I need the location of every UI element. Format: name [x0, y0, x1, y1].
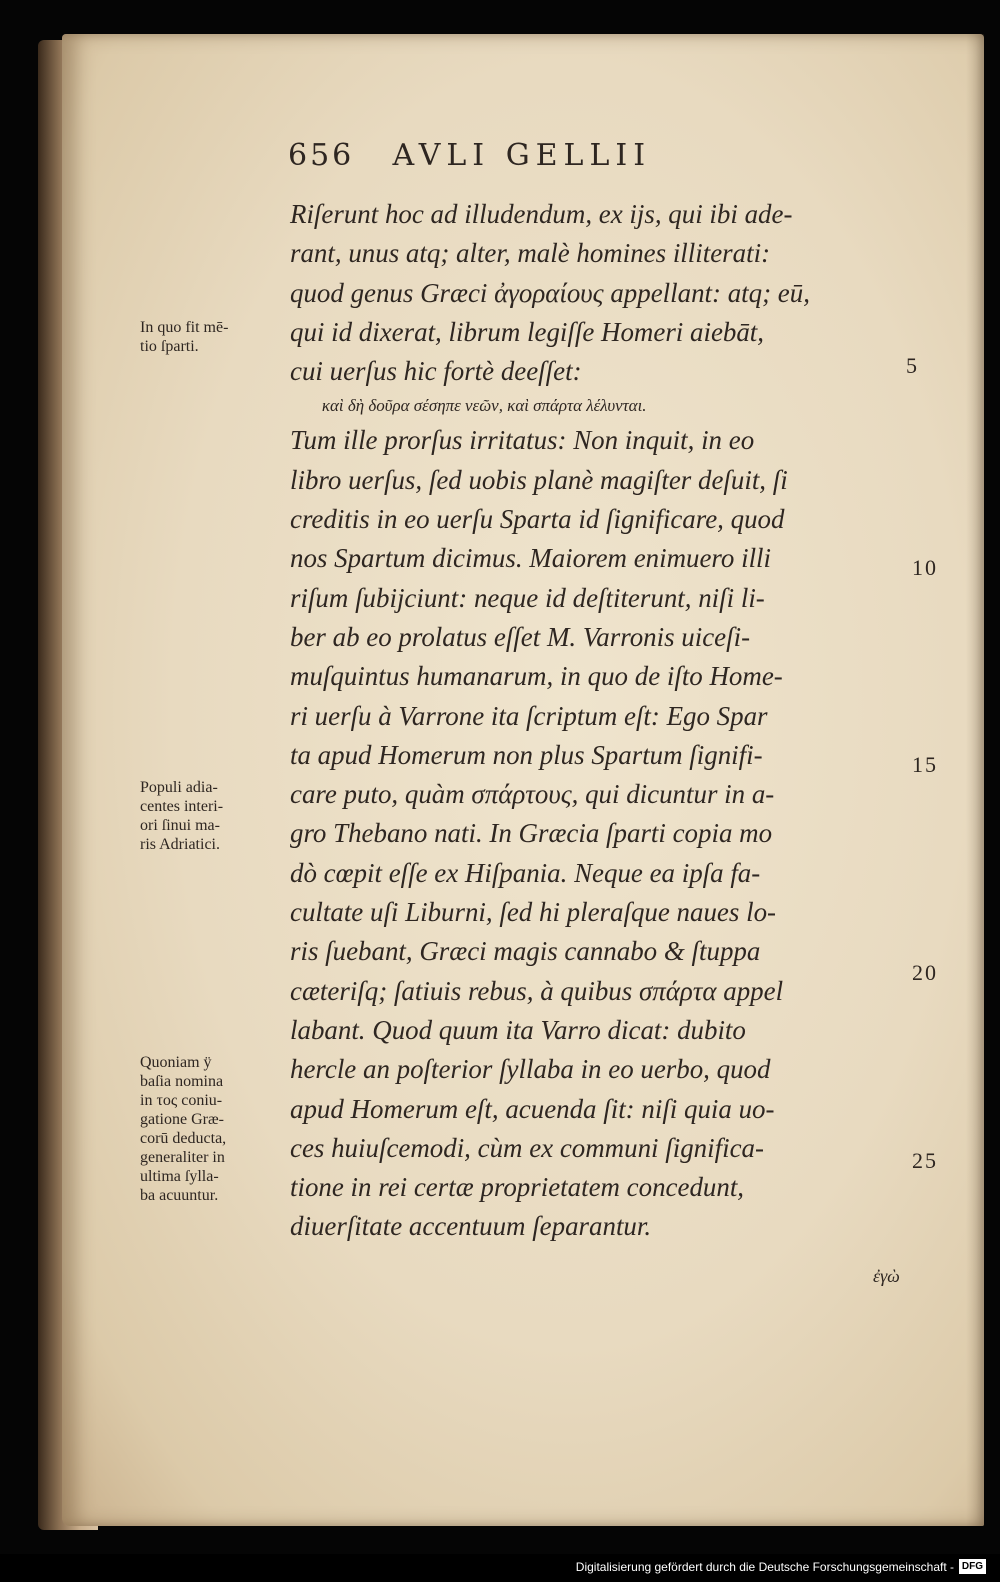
marginal-note [140, 1053, 290, 1205]
text-line: quod genus Græci ἀγοραίους appellant: atq; eū, [290, 277, 810, 308]
marginal-note-line: tio ſparti. [140, 338, 199, 355]
text-line: ri uerſu à Varrone ita ſcriptum eſt: Ego Spar [290, 700, 768, 731]
text-line: apud Homerum eſt, acuenda ſit: niſi quia uo- [290, 1093, 775, 1124]
text-line: ber ab eo prolatus eſſet M. Varronis uiceſi- [290, 621, 751, 652]
text-line: diuerſitate accentuum ſeparantur. [290, 1211, 652, 1242]
greek-quote-line: καὶ δὴ δοῦρα σέσηπε νεῶν, καὶ σπάρτα λέλυνται. [321, 396, 647, 416]
marginal-note-line: ba acuuntur. [140, 1187, 219, 1204]
text-line: labant. Quod quum ita Varro dicat: dubito [290, 1014, 746, 1045]
marginal-note-line: In quo fit mē- [140, 319, 229, 336]
line-number: 25 [912, 1148, 938, 1173]
text-line: Riſerunt hoc ad illudendum, ex ijs, qui ibi ade- [290, 199, 793, 229]
marginal-note-line: ultima ſylla- [140, 1168, 219, 1185]
text-line: care puto, quàm σπάρτους, qui dicuntur in a- [290, 779, 775, 810]
text-line: gro Thebano nati. In Græcia ſparti copia mo [290, 818, 773, 849]
marginal-note [140, 318, 290, 356]
text-line: ta apud Homerum non plus Spartum ſignifi- [290, 739, 763, 770]
text-line: riſum ſubijciunt: neque id deſtiterunt, niſi li- [290, 582, 765, 613]
text-line: creditis in eo uerſu Sparta id ſignificare, quod [290, 504, 785, 535]
text-line: libro uerſus, ſed uobis planè magiſter deſuit, ſi [290, 464, 788, 495]
line-number: 15 [912, 752, 938, 777]
marginal-note-line: corū deducta, [140, 1130, 227, 1147]
header-title: AVLI GELLII [392, 138, 652, 173]
text-line: tione in rei certæ proprietatem concedunt, [290, 1172, 745, 1203]
text-line: nos Spartum dicimus. Maiorem enimuero illi [290, 543, 772, 574]
text-line: qui id dixerat, librum legiſſe Homeri aiebāt, [290, 316, 765, 347]
line-number: 5 [906, 353, 919, 378]
marginal-note-line: generaliter in [140, 1149, 225, 1166]
page-number: 656 [288, 138, 355, 173]
marginal-note-line: in τος coniu- [140, 1092, 223, 1109]
marginal-note-line: Quoniam ÿ [140, 1054, 212, 1071]
text-line: cæteriſq; ſatiuis rebus, à quibus σπάρτα appel [290, 975, 784, 1006]
marginal-note [140, 778, 290, 854]
marginal-note-line: centes interi- [140, 798, 224, 815]
text-line: dò cœpit eſſe ex Hiſpania. Neque ea ipſa fa- [290, 857, 761, 888]
text-line: cui uerſus hic fortè deeſſet: [290, 356, 582, 387]
text-line: ris ſuebant, Græci magis cannabo & ſtuppa [290, 936, 761, 967]
running-head [288, 138, 788, 173]
text-line: cultate uſi Liburni, ſed hi pleraſque naues lo- [290, 897, 776, 928]
text-line: ces huiuſcemodi, cùm ex communi ſignifica- [290, 1132, 764, 1163]
marginal-note-line: gatione Græ- [140, 1111, 224, 1128]
marginal-note-line: ris Adriatici. [140, 836, 220, 853]
page-fold-shadow [966, 34, 984, 1526]
catchword: ἐγὼ [873, 1266, 900, 1286]
marginal-note-line: ori ſinui ma- [140, 817, 220, 834]
marginal-note-line: Populi adia- [140, 779, 218, 796]
line-number: 20 [912, 960, 938, 985]
marginal-note-line: baſia nomina [140, 1073, 224, 1090]
text-line: muſquintus humanarum, in quo de iſto Home- [290, 661, 783, 692]
footer-credit-text: Digitalisierung gefördert durch die Deutsche Forschungsgemeinschaft - [575, 1560, 954, 1574]
dfg-logo: DFG [959, 1559, 986, 1574]
body-text [290, 195, 910, 1247]
text-line: Tum ille prorſus irritatus: Non inquit, in eo [290, 425, 755, 456]
text-line: hercle an poſterior ſyllaba in eo uerbo, quod [290, 1054, 771, 1085]
footer-bar [0, 1554, 1000, 1582]
text-line: rant, unus atq; alter, malè homines illiterati: [290, 238, 771, 269]
line-number: 10 [912, 555, 938, 580]
